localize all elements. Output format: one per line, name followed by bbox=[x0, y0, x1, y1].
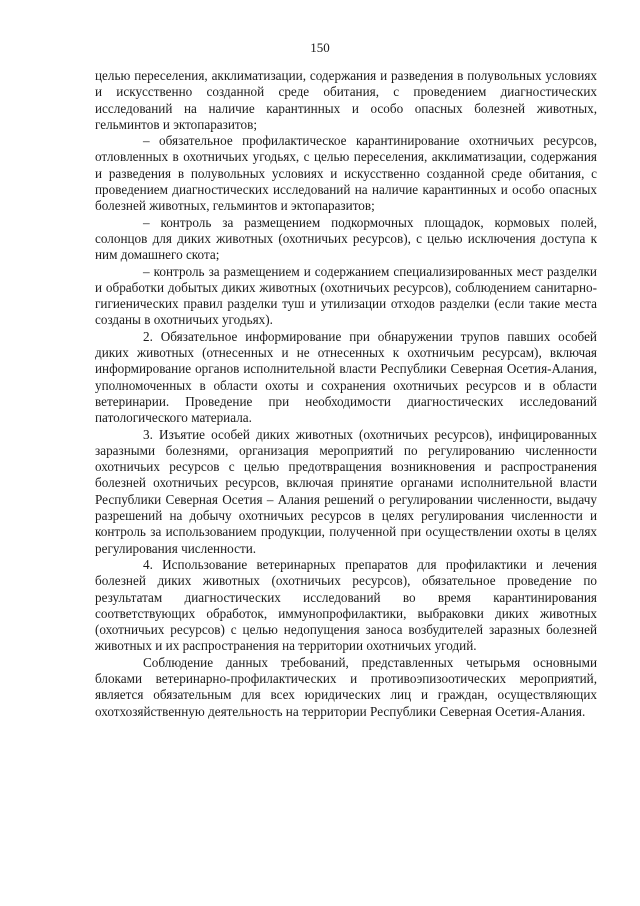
page-number: 150 bbox=[310, 40, 330, 55]
paragraph-feeding-sites: – контроль за размещением подкормочных площадок, кормовых полей, солонцов для диких животных (охотничьих ресурсов), с целью исключения доступа к ним домашнего скота; bbox=[95, 214, 597, 263]
paragraph-item-4: 4. Использование ветеринарных препаратов для профилактики и лечения болезней диких животных (охотничьих ресурсов), обязательное проведение по результатам диагностических исследований во время карантинирования соответствующих обработок, иммунопрофилактики, выбраковки диких животных (охотничьих ресурсов) с целью недопущения заноса возбудителей заразных болезней животных и их распространения на территории охотничьих угодий. bbox=[95, 556, 597, 654]
paragraph-conclusion: Соблюдение данных требований, представленных четырьмя основными блоками ветеринарно-профилактических и противоэпизоотических мероприятий, является обязательным для всех юридических лиц и граждан, осуществляющих охотхозяйственную деятельность на территории Республики Северная Осетия-Алания. bbox=[95, 654, 597, 719]
paragraph-continuation: целью переселения, акклиматизации, содержания и разведения в полувольных условиях и искусственно созданной среде обитания, с проведением диагностических исследований на наличие карантинных и особо опасных болезней животных, гельминтов и эктопаразитов; bbox=[95, 68, 597, 132]
paragraph-butchering-sites: – контроль за размещением и содержанием специализированных мест разделки и обработки добытых диких животных (охотничьих ресурсов), соблюдением санитарно-гигиенических правил разделки туш и утилизации отходов разделки (если такие места созданы в охотничьих угодьях). bbox=[95, 263, 597, 328]
document-body bbox=[95, 68, 597, 720]
paragraph-item-3: 3. Изъятие особей диких животных (охотничьих ресурсов), инфицированных заразными болезнями, организация мероприятий по регулированию численности охотничьих ресурсов с целью предотвращения возникновения и распространения болезней охотничьих ресурсов, включая принятие органами исполнительной власти Республики Северная Осетия – Алания решений о регулировании численности, выдачу разрешений на добычу охотничьих ресурсов в целях регулирования численности и контроль за использованием продукции, полученной при осуществлении охоты в целях регулирования численности. bbox=[95, 426, 597, 556]
paragraph-item-2: 2. Обязательное информирование при обнаружении трупов павших особей диких животных (отнесенных и не отнесенных к охотничьим ресурсам), включая информирование органов исполнительной власти Республики Северная Осетия-Алания, уполномоченных в области охоты и сохранения охотничьих ресурсов и в области ветеринарии. Проведение при необходимости диагностических исследований патологического материала. bbox=[95, 328, 597, 426]
paragraph-quarantine: – обязательное профилактическое карантинирование охотничьих ресурсов, отловленных в охотничьих угодьях, с целью переселения, акклиматизации, содержания и разведения в полувольных условиях и искусственно созданной среде обитания, с проведением диагностических исследований на наличие карантинных и особо опасных болезней животных, гельминтов и эктопаразитов; bbox=[95, 133, 597, 214]
